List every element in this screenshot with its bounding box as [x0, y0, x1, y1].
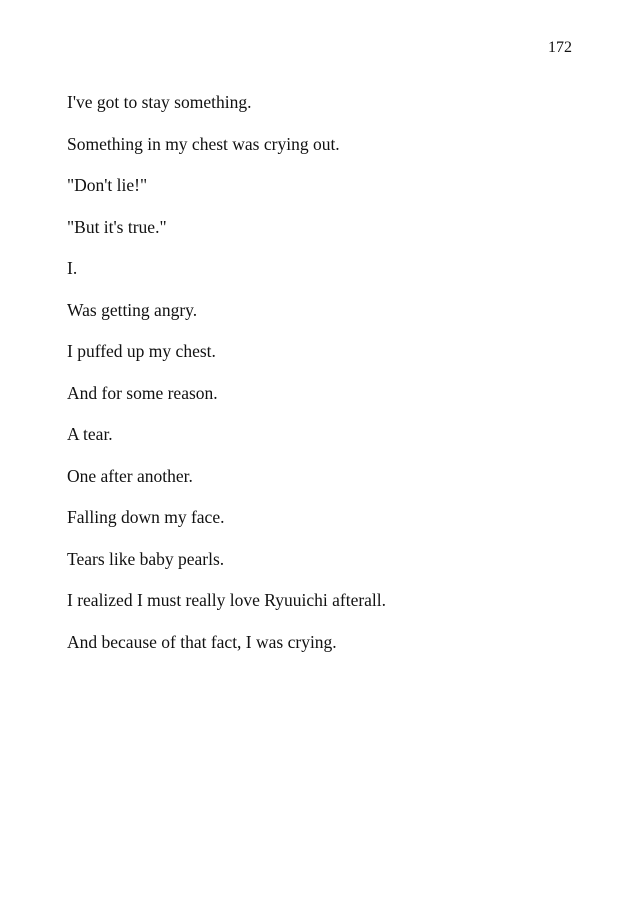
text-line: Something in my chest was crying out.	[67, 133, 340, 154]
page-number: 172	[548, 39, 572, 56]
text-line: I've got to stay something.	[67, 92, 252, 112]
text-line: One after another.	[67, 465, 193, 486]
text-line: Tears like baby pearls.	[67, 548, 225, 569]
text-line: I.	[67, 258, 78, 278]
text-line: I realized I must really love Ryuuichi afterall.	[67, 590, 387, 610]
text-line: Was getting angry.	[67, 299, 198, 320]
text-line: "Don't lie!"	[67, 175, 148, 195]
text-line: And for some reason.	[67, 382, 218, 403]
text-line: A tear.	[67, 424, 113, 444]
text-line: I puffed up my chest.	[67, 341, 216, 361]
text-line: "But it's true."	[67, 216, 167, 237]
text-line: Falling down my face.	[67, 507, 225, 527]
text-body	[67, 90, 587, 671]
text-line: And because of that fact, I was crying.	[67, 631, 337, 652]
